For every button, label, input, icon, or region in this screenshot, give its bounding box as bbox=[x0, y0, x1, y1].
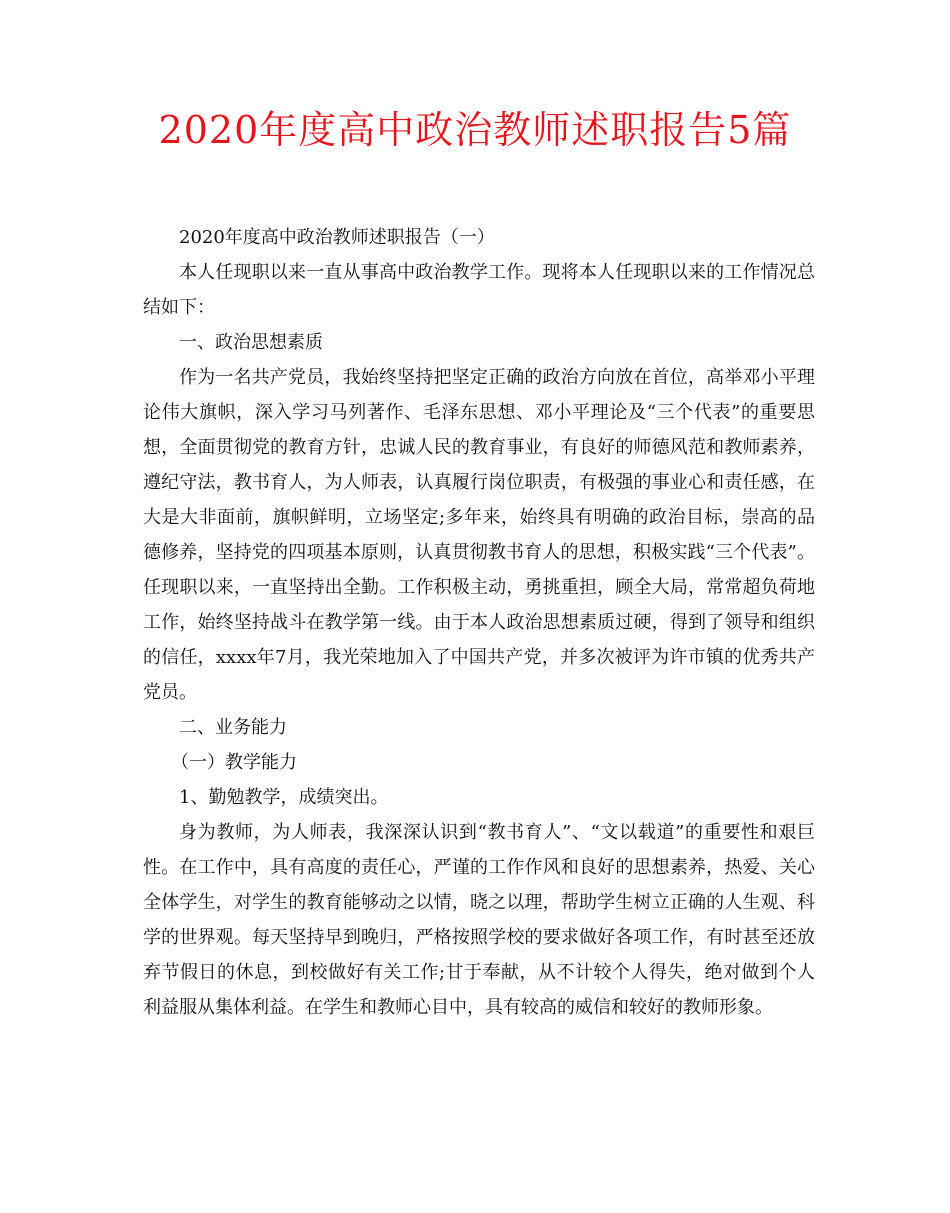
political-paragraph: 作为一名共产党员，我始终坚持把坚定正确的政治方向放在首位，高举邓小平理论伟大旗帜，深入学习马列著作、毛泽东思想、邓小平理论及“三个代表”的重要思想，全面贯彻党的教育方针，忠诚人民的教育事业，有良好的师德风范和教师素养，遵纪守法，教书育人，为人师表，认真履行岗位职责，有极强的事业心和责任感，在大是大非面前，旗帜鲜明，立场坚定;多年来，始终具有明确的政治目标，崇高的品德修养，坚持党的四项基本原则，认真贯彻教书育人的思想，积极实践“三个代表”。任现职以来，一直坚持出全勤。工作积极主动，勇挑重担，顾全大局，常常超负荷地工作，始终坚持战斗在教学第一线。由于本人政治思想素质过硬，得到了领导和组织的信任，xxxx年7月，我光荣地加入了中国共产党，并多次被评为许市镇的优秀共产党员。 bbox=[143, 367, 815, 703]
document-title: 2020年度高中政治教师述职报告5篇 bbox=[158, 108, 792, 152]
intro-paragraph: 本人任现职以来一直从事高中政治教学工作。现将本人任现职以来的工作情况总结如下： bbox=[143, 262, 815, 318]
document-body bbox=[143, 220, 815, 1025]
subsection-heading-teaching: （一）教学能力 bbox=[171, 752, 297, 773]
teaching-paragraph: 身为教师，为人师表，我深深认识到“教书育人”、“文以载道”的重要性和艰巨性。在工作中，具有高度的责任心，严谨的工作作风和良好的思想素养，热爱、关心全体学生，对学生的教育能够动之以情，晓之以理，帮助学生树立正确的人生观、科学的世界观。每天坚持早到晚归，严格按照学校的要求做好各项工作，有时甚至还放弃节假日的休息，到校做好有关工作;甘于奉献，从不计较个人得失，绝对做到个人利益服从集体利益。在学生和教师心目中，具有较高的威信和较好的教师形象。 bbox=[143, 822, 815, 1018]
section-heading-ability: 二、业务能力 bbox=[179, 717, 287, 738]
section-report-heading: 2020年度高中政治教师述职报告（一） bbox=[179, 227, 495, 248]
item-heading-diligent: 1、勤勉教学，成绩突出。 bbox=[179, 787, 389, 808]
section-heading-political: 一、政治思想素质 bbox=[179, 332, 323, 353]
